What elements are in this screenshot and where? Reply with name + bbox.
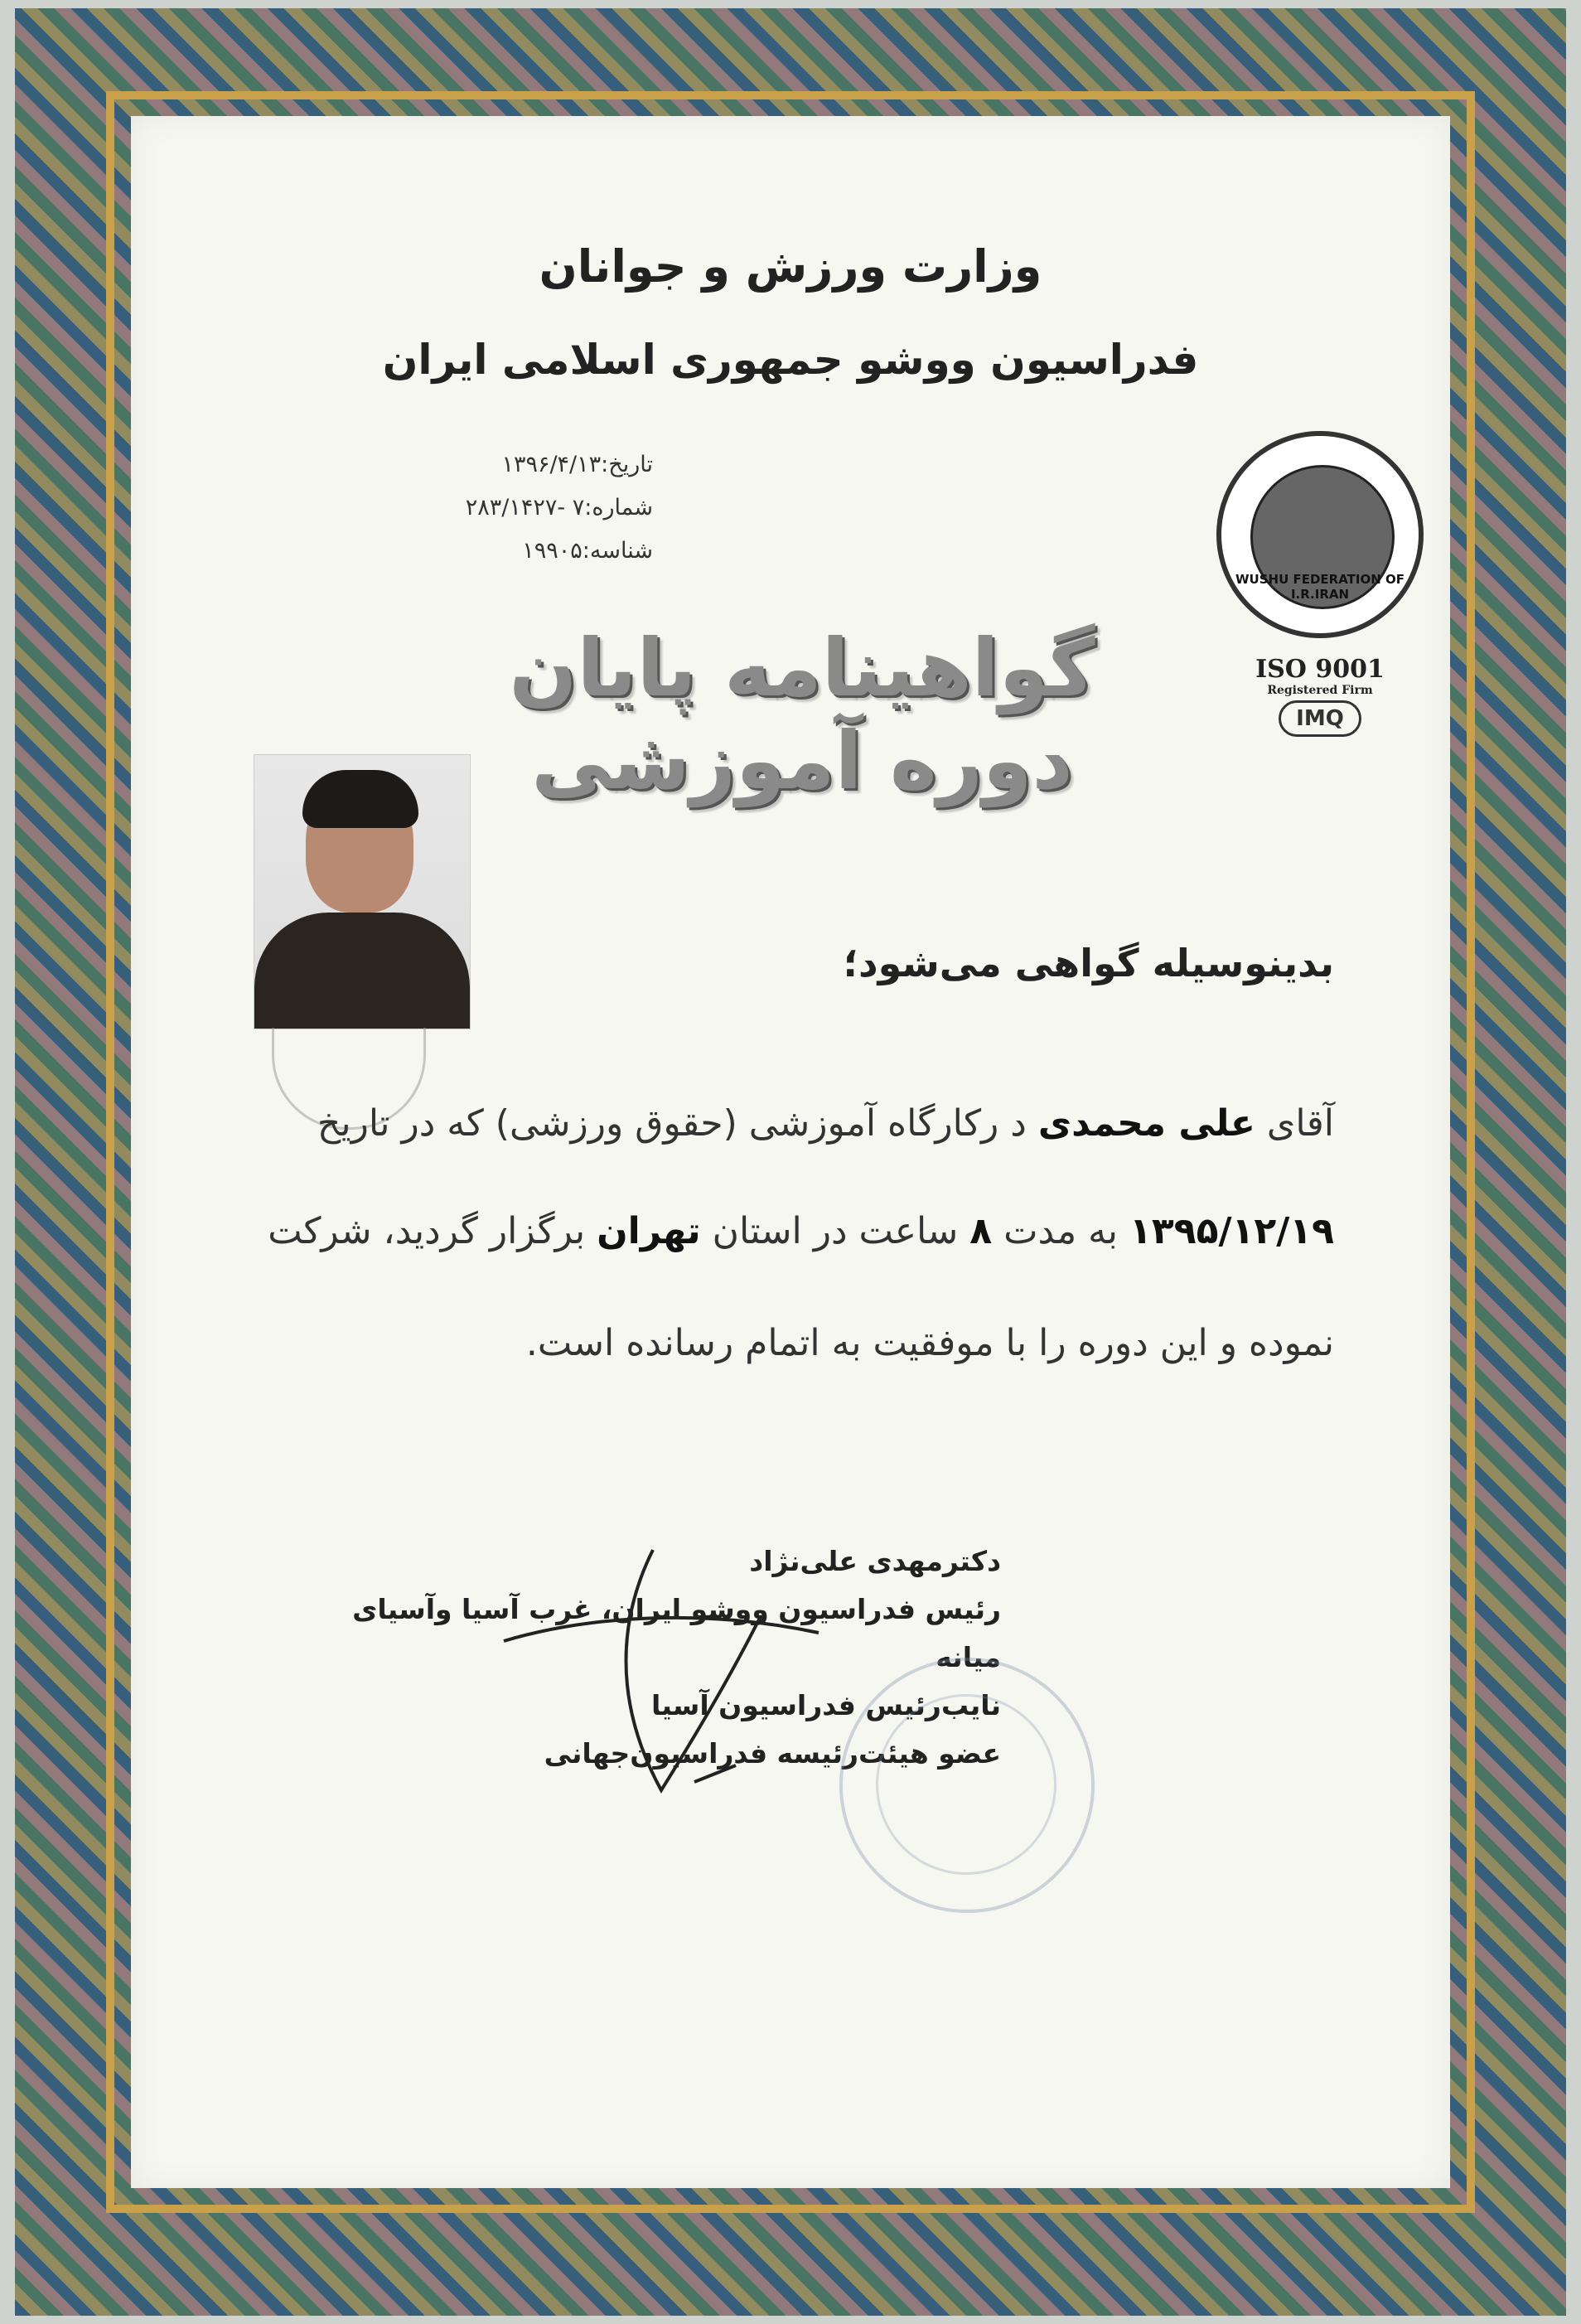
meta-number: شماره:۷ -۲۸۳/۱۴۲۷ xyxy=(465,495,653,520)
federation-title: فدراسیون ووشو جمهوری اسلامی ایران xyxy=(382,336,1199,384)
photo-hair xyxy=(302,770,418,828)
intro-line: بدینوسیله گواهی می‌شود؛ xyxy=(843,941,1334,985)
iso-label: ISO 9001 xyxy=(1255,655,1385,684)
document-meta xyxy=(380,443,653,573)
imq-badge: IMQ xyxy=(1279,700,1361,737)
body-text: د رکارگاه آموزشی (حقوق ورزشی) که در تاریخ xyxy=(317,1102,1038,1145)
signatory-role-3: عضو هیئت‌رئیسه فدراسیون‌جهانی xyxy=(544,1737,1001,1770)
certificate-paper xyxy=(131,116,1450,2188)
official-stamp xyxy=(839,1658,1095,1913)
body-line-3: نموده و این دوره را با موفقیت به اتمام رسانده است. xyxy=(525,1322,1334,1364)
course-date: ۱۳۹۵/۱۲/۱۹ xyxy=(1129,1210,1334,1252)
body-line-1 xyxy=(317,1102,1334,1145)
ornamental-border xyxy=(15,8,1566,2316)
iso-sub: Registered Firm xyxy=(1267,684,1373,697)
course-hours: ۸ xyxy=(969,1210,993,1252)
meta-id: شناسه:۱۹۹۰۵ xyxy=(522,538,653,564)
meta-date: تاریخ:۱۳۹۶/۴/۱۳ xyxy=(501,452,653,477)
body-text: به مدت xyxy=(992,1210,1130,1252)
certificate-title: گواهینامه پایان دوره آموزشی xyxy=(509,622,1095,807)
body-text: آقای xyxy=(1255,1102,1334,1145)
body-text: برگزار گردید، شرکت xyxy=(268,1210,597,1252)
body-line-2 xyxy=(268,1210,1334,1252)
ministry-title: وزارت ورزش و جوانان xyxy=(539,240,1042,293)
course-province: تهران xyxy=(597,1210,701,1252)
federation-logo xyxy=(1216,431,1424,638)
signatory-name: دکترمهدی علی‌نژاد xyxy=(749,1545,1001,1577)
logo-text: WUSHU FEDERATION OF I.R.IRAN xyxy=(1235,572,1405,602)
photo-body xyxy=(254,913,470,1029)
iso-certification xyxy=(1233,655,1407,737)
stamp-inner-ring xyxy=(876,1694,1056,1875)
body-text: ساعت در استان xyxy=(700,1210,970,1252)
signatory-role-2: نایب‌رئیس فدراسیون آسیا xyxy=(651,1689,1001,1721)
portrait-photo xyxy=(254,754,471,1029)
recipient-name: علی محمدی xyxy=(1037,1102,1255,1145)
signatory-role-1: رئیس فدراسیون ووشو ایران، غرب آسیا وآسیای میانه xyxy=(352,1593,1001,1673)
